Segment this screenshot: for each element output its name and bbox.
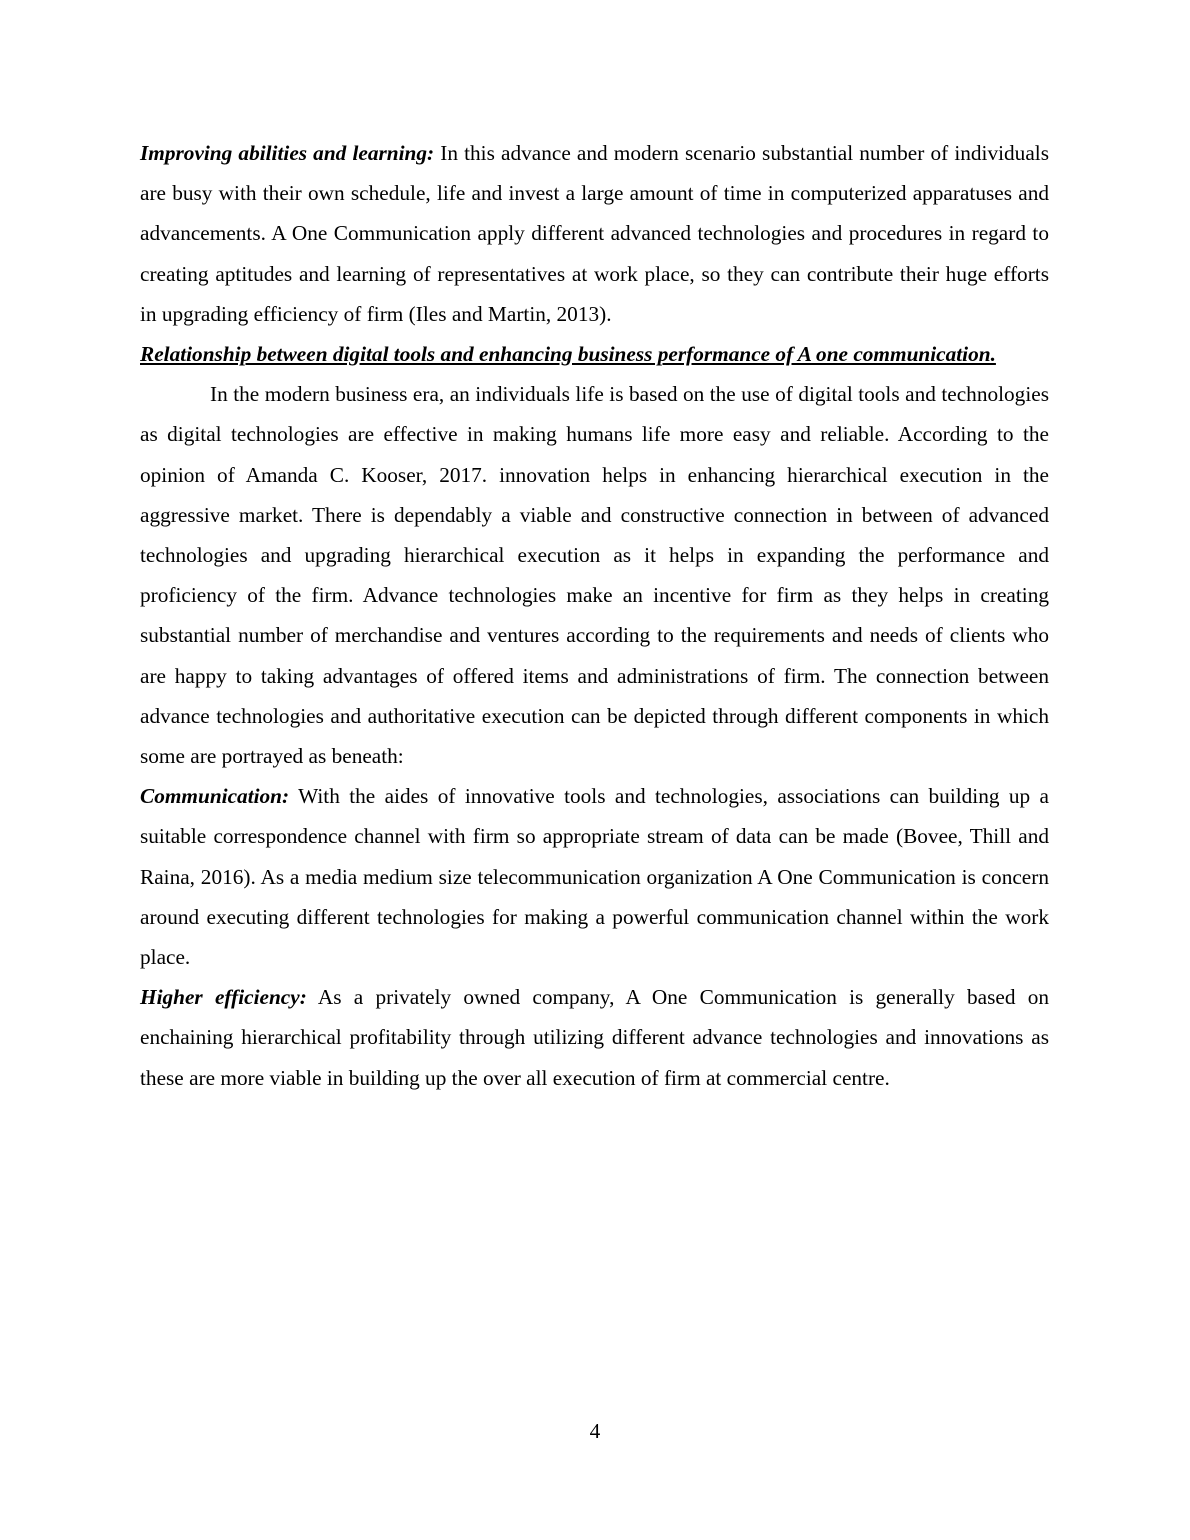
paragraph-text: In this advance and modern scenario substantial number of individuals are busy with their own schedule, life and invest a large amount of time in computerized apparatuses and advancements. A One Communication apply different advanced technologies and procedures in regard to creating aptitudes and learning of representatives at work place, so they can contribute their huge efforts in upgrading efficiency of firm (Iles and Martin, 2013). [140,141,1049,326]
paragraph-higher-efficiency [140,977,1049,1098]
paragraph-text: With the aides of innovative tools and technologies, associations can building up a suitable correspondence channel with firm so appropriate stream of data can be made (Bovee, Thill and Raina, 2016). As a media medium size telecommunication organization A One Communication is concern around executing different technologies for making a powerful communication channel within the work place. [140,784,1049,970]
paragraph-communication [140,776,1049,977]
body-paragraph: In the modern business era, an individuals life is based on the use of digital tools and technologies as digital technologies are effective in making humans life more easy and reliable. According to the opinion of Amanda C. Kooser, 2017. innovation helps in enhancing hierarchical execution in the aggressive market. There is dependably a viable and constructive connection in between of advanced technologies and upgrading hierarchical execution as it helps in expanding the performance and proficiency of the firm. Advance technologies make an incentive for firm as they helps in creating substantial number of merchandise and ventures according to the requirements and needs of clients who are happy to taking advantages of offered items and administrations of firm. The connection between advance technologies and authoritative execution can be depicted through different components in which some are portrayed as beneath: [140,382,1049,769]
paragraph-lead: Improving abilities and learning: [140,141,435,165]
page-content [140,133,1049,1098]
paragraph-lead: Communication: [140,784,290,809]
page-number: 4 [589,1419,601,1443]
paragraph-text: As a privately owned company, A One Communication is generally based on enchaining hierarchical profitability through utilizing different advance technologies and innovations as these are more viable in building up the over all execution of firm at commercial centre. [140,985,1050,1090]
paragraph-improving-abilities [140,133,1049,334]
paragraph-lead: Higher efficiency: [140,985,307,1010]
section-heading: Relationship between digital tools and enhancing business performance of A one communication. [140,342,996,367]
